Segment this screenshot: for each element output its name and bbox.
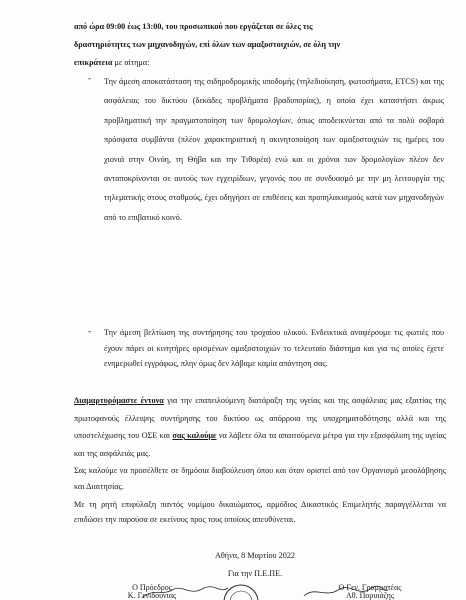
intro-line-3-rest: με αίτημα:	[112, 58, 150, 67]
protest-paragraph	[74, 392, 446, 462]
bullet-2-text: Την άμεση βελτίωση της συντήρησης του τροχαίου υλικού. Ενδεικτικά αναφέρουμε τις φωτιές που έχουν πάρει οι κινητήρες ορισμένων αμαξοστοιχιών το τελευταίο διάστημα και για τις οποίες έχετε ενημερωθεί εγγράφως, πλην όμως δεν λάβαμε καμία απάντηση σας.	[104, 328, 444, 368]
union-stamp	[215, 584, 267, 600]
intro-line-3-bold: επικράτεια	[74, 58, 113, 67]
protest-emphasis: Διαμαρτυρόμαστε έντονα	[74, 396, 164, 405]
right-signature	[300, 584, 390, 600]
bullet-2-dash: -	[88, 326, 91, 336]
intro-line-1: από ώρα 09:00 έως 13:00, του προσωπικού που εργάζεται σε όλες τις	[74, 22, 313, 31]
right-signatory-role: Ο Γεν. Γραμματέας	[338, 583, 402, 592]
bullet-1-text: Την άμεση αποκατάσταση της σιδηροδρομικής υποδομής (τηλεδιοίκηση, φωτοσήματα, ETCS) και της ασφάλειας του δικτύου (δεκάδες προβλήματα βραδυπορίας), η οποία έχει καταστήσει άκρως προβληματική την πραγματοποίηση των δρομολογίων, όπως αποδεικνύεται από τα πολύ σοβαρά πρόσφατα συμβάντα (πλέον χαρακτηριστική η ακινητοποίηση των αμαξοστοιχιών τις ημέρες του χιονιά στην Οινόη, τη Θήβα και την Τιθορέα) ενώ και οι χρόνοι των δρομολογίων πλέον δεν ανταποκρίνονται σε αυτούς των εγχειρίδιων, γεγονός που σε συνδυασμό με την μη λειτουργία της τηλεματικής στους σταθμούς, έχει οδηγήσει σε επιθέσεις και προπηλακισμούς κατά των μηχανοδηγών από το επιβατικό κοινό.	[104, 77, 444, 222]
left-signatory-role: Ο Πρόεδρος	[132, 583, 172, 592]
right-signatory-name: Αθ. Πορυιάζης	[345, 591, 395, 600]
left-signatory-name: Κ. Γενιδούνιας	[127, 591, 177, 600]
consultation-paragraph: Σας καλούμε να προσέλθετε σε δημόσια διαβούλευση όπου και όταν οριστεί από τον Οργανισμό μεσολάβησης και Διαιτησίας.	[74, 466, 446, 491]
protest-text-1: για την επαπειλούμενη διατάραξη της υγείας και της ασφάλειας μας εξαιτίας της πρωτοφανούς έλλειψης συντήρησης του δικτύου ως απόρροια της υποχρηματοδότησης αλλά και της υποστελέχωσης του ΟΣΕ και	[74, 396, 446, 440]
intro-line-3	[74, 56, 446, 69]
protest-call-emphasis: σας καλούμε	[172, 431, 217, 440]
bailiff-paragraph: Με τη ρητή επιφύλαξη παντός νομίμου δικαιώματος, αρμόδιος Δικαστικός Επιμελητής παραγγέλλεται να επιδώσει την παρούσα σε εκείνους προς τους οποίους απευθύνεται.	[74, 500, 446, 524]
intro-line-2: δραστηριότητες των μηχανοδηγών, επί όλων των αμαξοστοιχιών, σε όλη την	[74, 40, 341, 49]
protest-text-2: να λάβετε όλα τα απαιτούμενα μέτρα για την εξασφάλιση της υγείας και της ασφάλειάς μας.	[74, 431, 447, 458]
organization-line: Για την Π.Ε.ΠΕ.	[227, 569, 283, 578]
date-line: Αθήνα, 8 Μαρτίου 2022	[214, 551, 296, 560]
bullet-1-dash: -	[88, 73, 91, 83]
